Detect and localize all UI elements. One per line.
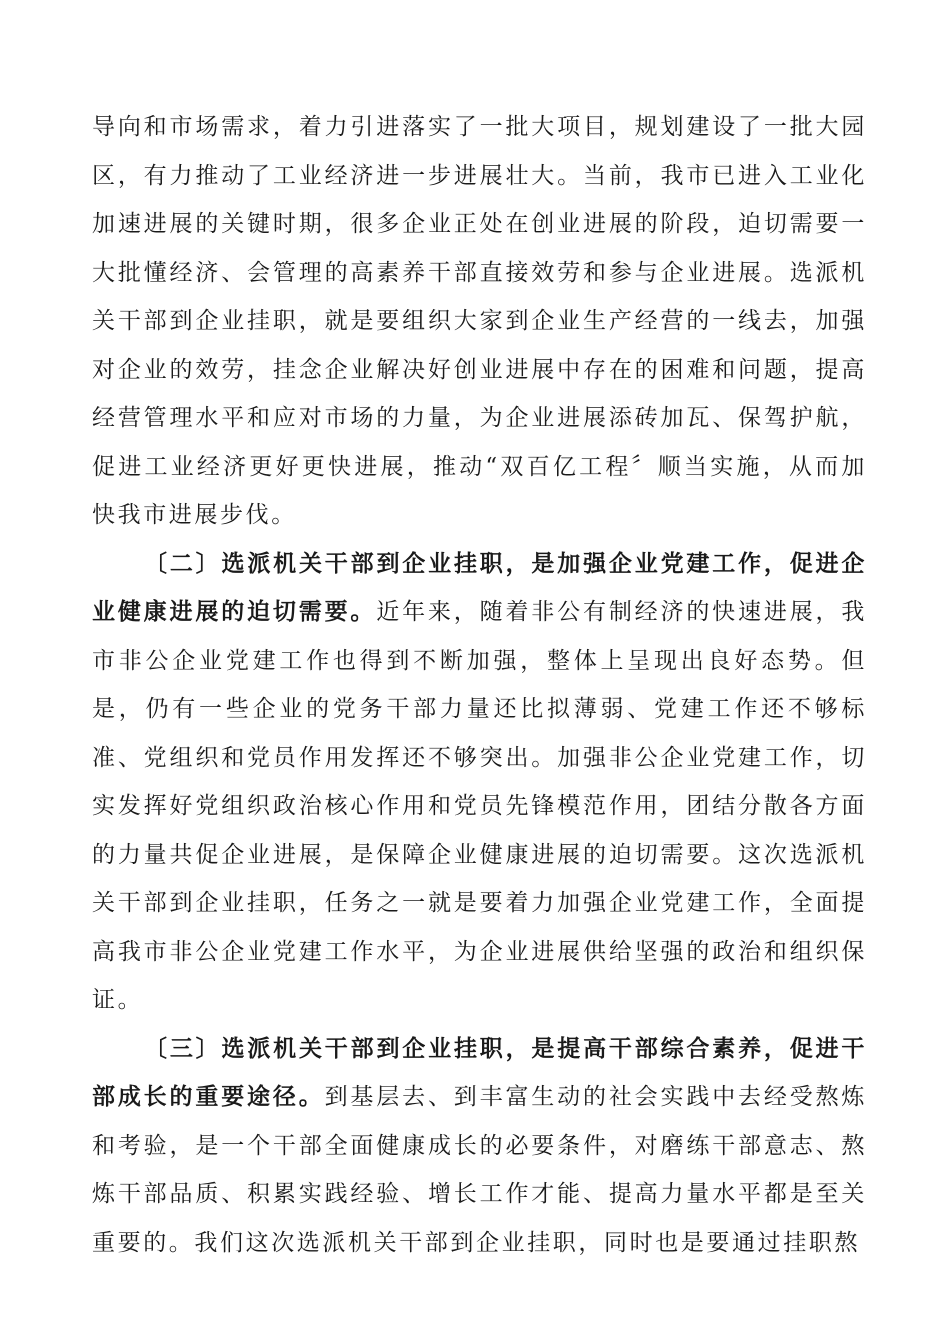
paragraph-2-heading: 〔二〕选派机关干部到企业挂职，是加强企业党建工作，促进企业健康进展的迫切需要。	[92, 550, 867, 625]
paragraph-1-body: 导向和市场需求，着力引进落实了一批大项目，规划建设了一批大园区，有力推动了工业经济进一步进展壮大。当前，我市已进入工业化加速进展的关键时期，很多企业正处在创业进展的阶段，迫切需要一大批懂经济、会管理的高素养干部直接效劳和参与企业进展。选派机关干部到企业挂职，就是要组织大家到企业生产经营的一线去，加强对企业的效劳，挂念企业解决好创业进展中存在的困难和问题，提高经营管理水平和应对市场的力量，为企业进展添砖加瓦、保驾护航，促进工业经济更好更快进展，推动“双百亿工程〞顺当实施，从而加快我市进展步伐。	[92, 114, 867, 528]
paragraph-continuation	[92, 103, 867, 540]
paragraph-3-heading: 〔三〕选派机关干部到企业挂职，是提高干部综合素养，促进干部成长的重要途径。	[92, 1035, 867, 1110]
document-body	[92, 103, 867, 1267]
paragraph-3-body: 到基层去、到丰富生动的社会实践中去经受熬炼和考验，是一个干部全面健康成长的必要条件，对磨练干部意志、熬炼干部品质、积累实践经验、增长工作才能、提高力量水平都是至关重要的。我们这次选派机关干部到企业挂职，同时也是要通过挂职熬	[92, 1084, 867, 1256]
paragraph-2-body: 近年来，随着非公有制经济的快速进展，我市非公企业党建工作也得到不断加强，整体上呈现出良好态势。但是，仍有一些企业的党务干部力量还比拟薄弱、党建工作还不够标准、党组织和党员作用发挥还不够突出。加强非公企业党建工作，切实发挥好党组织政治核心作用和党员先锋模范作用，团结分散各方面的力量共促企业进展，是保障企业健康进展的迫切需要。这次选派机关干部到企业挂职，任务之一就是要着力加强企业党建工作，全面提高我市非公企业党建工作水平，为企业进展供给坚强的政治和组织保证。	[92, 599, 867, 1013]
paragraph-section-3	[92, 1025, 867, 1268]
paragraph-section-2	[92, 540, 867, 1025]
